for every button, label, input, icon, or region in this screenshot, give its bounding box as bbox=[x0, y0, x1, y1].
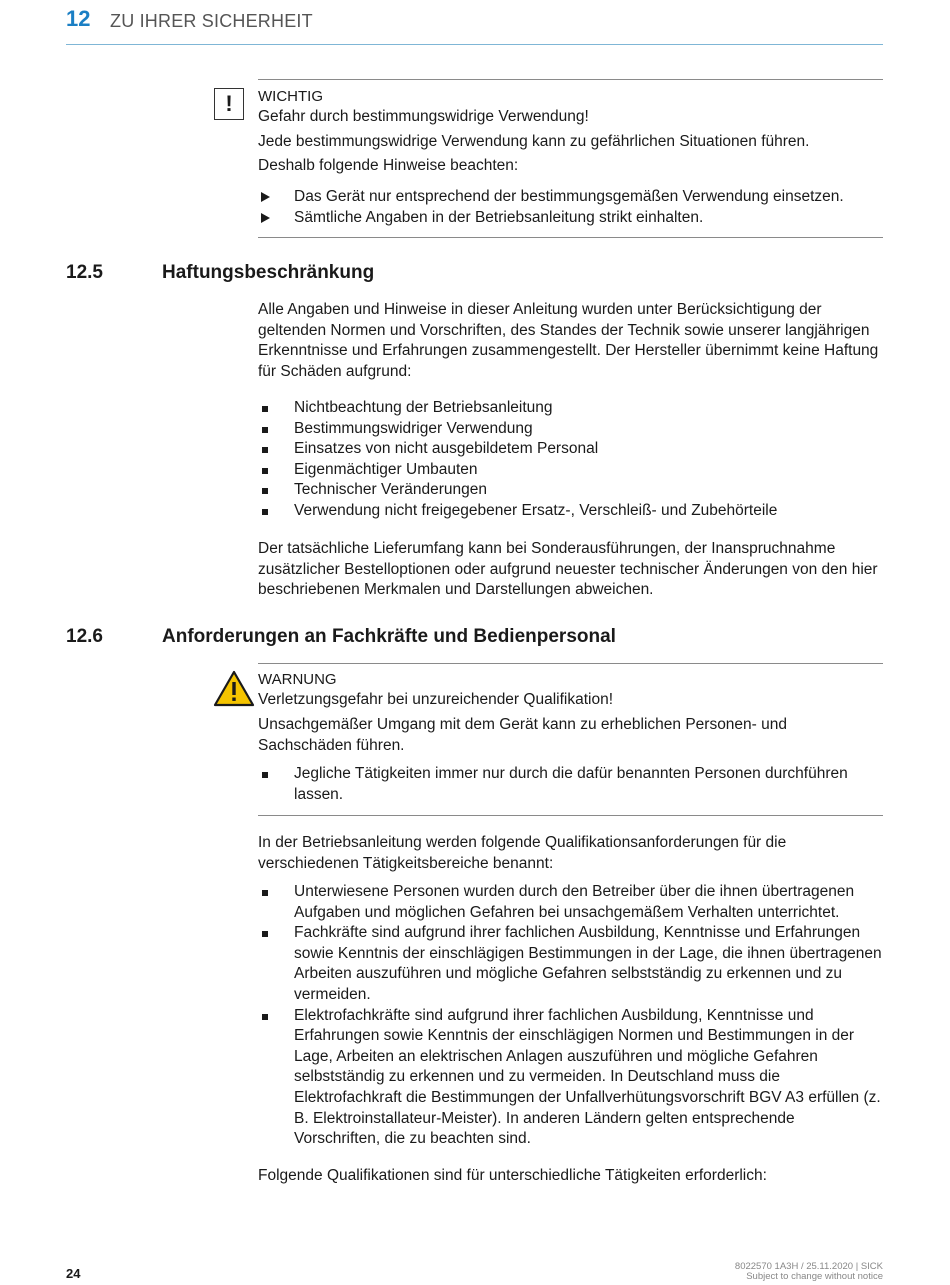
notice-heading: Gefahr durch bestimmungswidrige Verwendung! bbox=[258, 108, 589, 125]
footer-meta bbox=[735, 1262, 883, 1282]
change-notice: Subject to change without notice bbox=[746, 1271, 883, 1282]
warning-label: WARNUNG bbox=[258, 671, 337, 688]
qualification-term: Unterwiesene Personen bbox=[294, 883, 460, 900]
list-item: Jegliche Tätigkeiten immer nur durch die dafür benannten Personen durchführen lassen. bbox=[258, 764, 883, 805]
list-item: Sämtliche Angaben in der Betriebsanleitung strikt einhalten. bbox=[258, 208, 883, 229]
list-item: Verwendung nicht freigegebener Ersatz-, Verschleiß- und Zubehörteile bbox=[258, 501, 883, 522]
qualification-list bbox=[258, 882, 883, 1150]
liability-list bbox=[258, 398, 883, 522]
list-item bbox=[258, 1006, 883, 1150]
list-item: Das Gerät nur entsprechend der bestimmungsgemäßen Verwendung einsetzen. bbox=[258, 187, 883, 208]
section-title: Anforderungen an Fachkräfte und Bedienpersonal bbox=[162, 626, 616, 647]
qualification-desc: sind aufgrund ihrer fachlichen Ausbildung, Kenntnisse und Erfahrungen sowie Kenntnis der einschlägigen Normen und Bestimmungen in der Lage, Arbeiten an elektrischen Anlagen auszuführen und mögliche Gefahren selbstständig zu erkennen und zu vermeiden. In Deutschland muss die Elektrofachkraft die Bestimmungen der Unfallverhütungsvorschrift BGV A3 erfüllen (z. B. Elektroinstallateur-Meister). In anderen Ländern gelten entsprechende Vorschriften, die zu beachten sind. bbox=[294, 1006, 881, 1148]
warning-instruction-list bbox=[258, 764, 883, 805]
warning-bottom-rule bbox=[258, 815, 883, 816]
important-icon: ! bbox=[214, 88, 244, 120]
section-paragraph: In der Betriebsanleitung werden folgende Qualifikationsanforderungen für die verschiedenen Tätigkeitsbereiche benannt: bbox=[258, 834, 787, 872]
list-item: Technischer Veränderungen bbox=[258, 480, 883, 501]
list-item: Eigenmächtiger Umbauten bbox=[258, 460, 883, 481]
doc-id: 8022570 1A3H / 25.11.2020 | SICK bbox=[734, 1261, 883, 1272]
warning-text: Unsachgemäßer Umgang mit dem Gerät kann zu erheblichen Personen- und Sachschäden führen. bbox=[258, 716, 787, 754]
notice-bottom-rule bbox=[258, 237, 883, 238]
section-title: Haftungsbeschränkung bbox=[162, 262, 375, 283]
qualification-desc: sind aufgrund ihrer fachlichen Ausbildung, Kenntnisse und Erfahrungen sowie Kenntnis der einschlägigen Bestimmungen in der Lage, die ihnen übertragenen Arbeiten auszuführen und mögliche Gefahren selbstständig zu erkennen und zu vermeiden. bbox=[294, 924, 882, 1003]
section-paragraph: Folgende Qualifikationen sind für unterschiedliche Tätigkeiten erforderlich: bbox=[258, 1167, 767, 1184]
notice-text: Deshalb folgende Hinweise beachten: bbox=[258, 157, 519, 174]
list-item bbox=[258, 882, 883, 923]
chapter-title: ZU IHRER SICHERHEIT bbox=[110, 11, 313, 31]
section-paragraph: Der tatsächliche Lieferumfang kann bei Sonderausführungen, der Inanspruchnahme zusätzlicher Bestelloptionen oder aufgrund neuester technischer Änderungen von den hier beschriebenen Merkmalen und Darstellungen abweichen. bbox=[258, 540, 878, 599]
list-item: Einsatzes von nicht ausgebildetem Personal bbox=[258, 439, 883, 460]
warning-heading: Verletzungsgefahr bei unzureichender Qualifikation! bbox=[258, 691, 614, 708]
warning-top-rule bbox=[258, 663, 883, 664]
header-divider bbox=[66, 44, 883, 45]
section-paragraph: Alle Angaben und Hinweise in dieser Anleitung wurden unter Berücksichtigung der geltenden Normen und Vorschriften, des Standes der Technik sowie unserer langjährigen Erkenntnisse und Erfahrungen zusammengestellt. Der Hersteller übernimmt keine Haftung für Schäden aufgrund: bbox=[258, 301, 879, 380]
page-number: 24 bbox=[66, 1266, 81, 1281]
qualification-desc: wurden durch den Betreiber über die ihnen übertragenen Aufgaben und möglichen Gefahren bei unsachgemäßem Verhalten unterrichtet. bbox=[294, 883, 855, 921]
notice-label: WICHTIG bbox=[258, 88, 323, 105]
section-number: 12.6 bbox=[66, 626, 103, 647]
notice-instruction-list bbox=[258, 187, 883, 228]
section-number: 12.5 bbox=[66, 262, 103, 283]
qualification-term: Fachkräfte bbox=[294, 924, 368, 942]
notice-text: Jede bestimmungswidrige Verwendung kann zu gefährlichen Situationen führen. bbox=[258, 133, 810, 150]
warning-triangle-icon bbox=[213, 670, 255, 708]
qualification-term: Elektrofachkräfte bbox=[294, 1006, 411, 1024]
list-item: Bestimmungswidriger Verwendung bbox=[258, 419, 883, 440]
list-item bbox=[258, 923, 883, 1005]
chapter-number: 12 bbox=[66, 6, 91, 31]
list-item: Nichtbeachtung der Betriebsanleitung bbox=[258, 398, 883, 419]
notice-top-rule bbox=[258, 79, 883, 80]
